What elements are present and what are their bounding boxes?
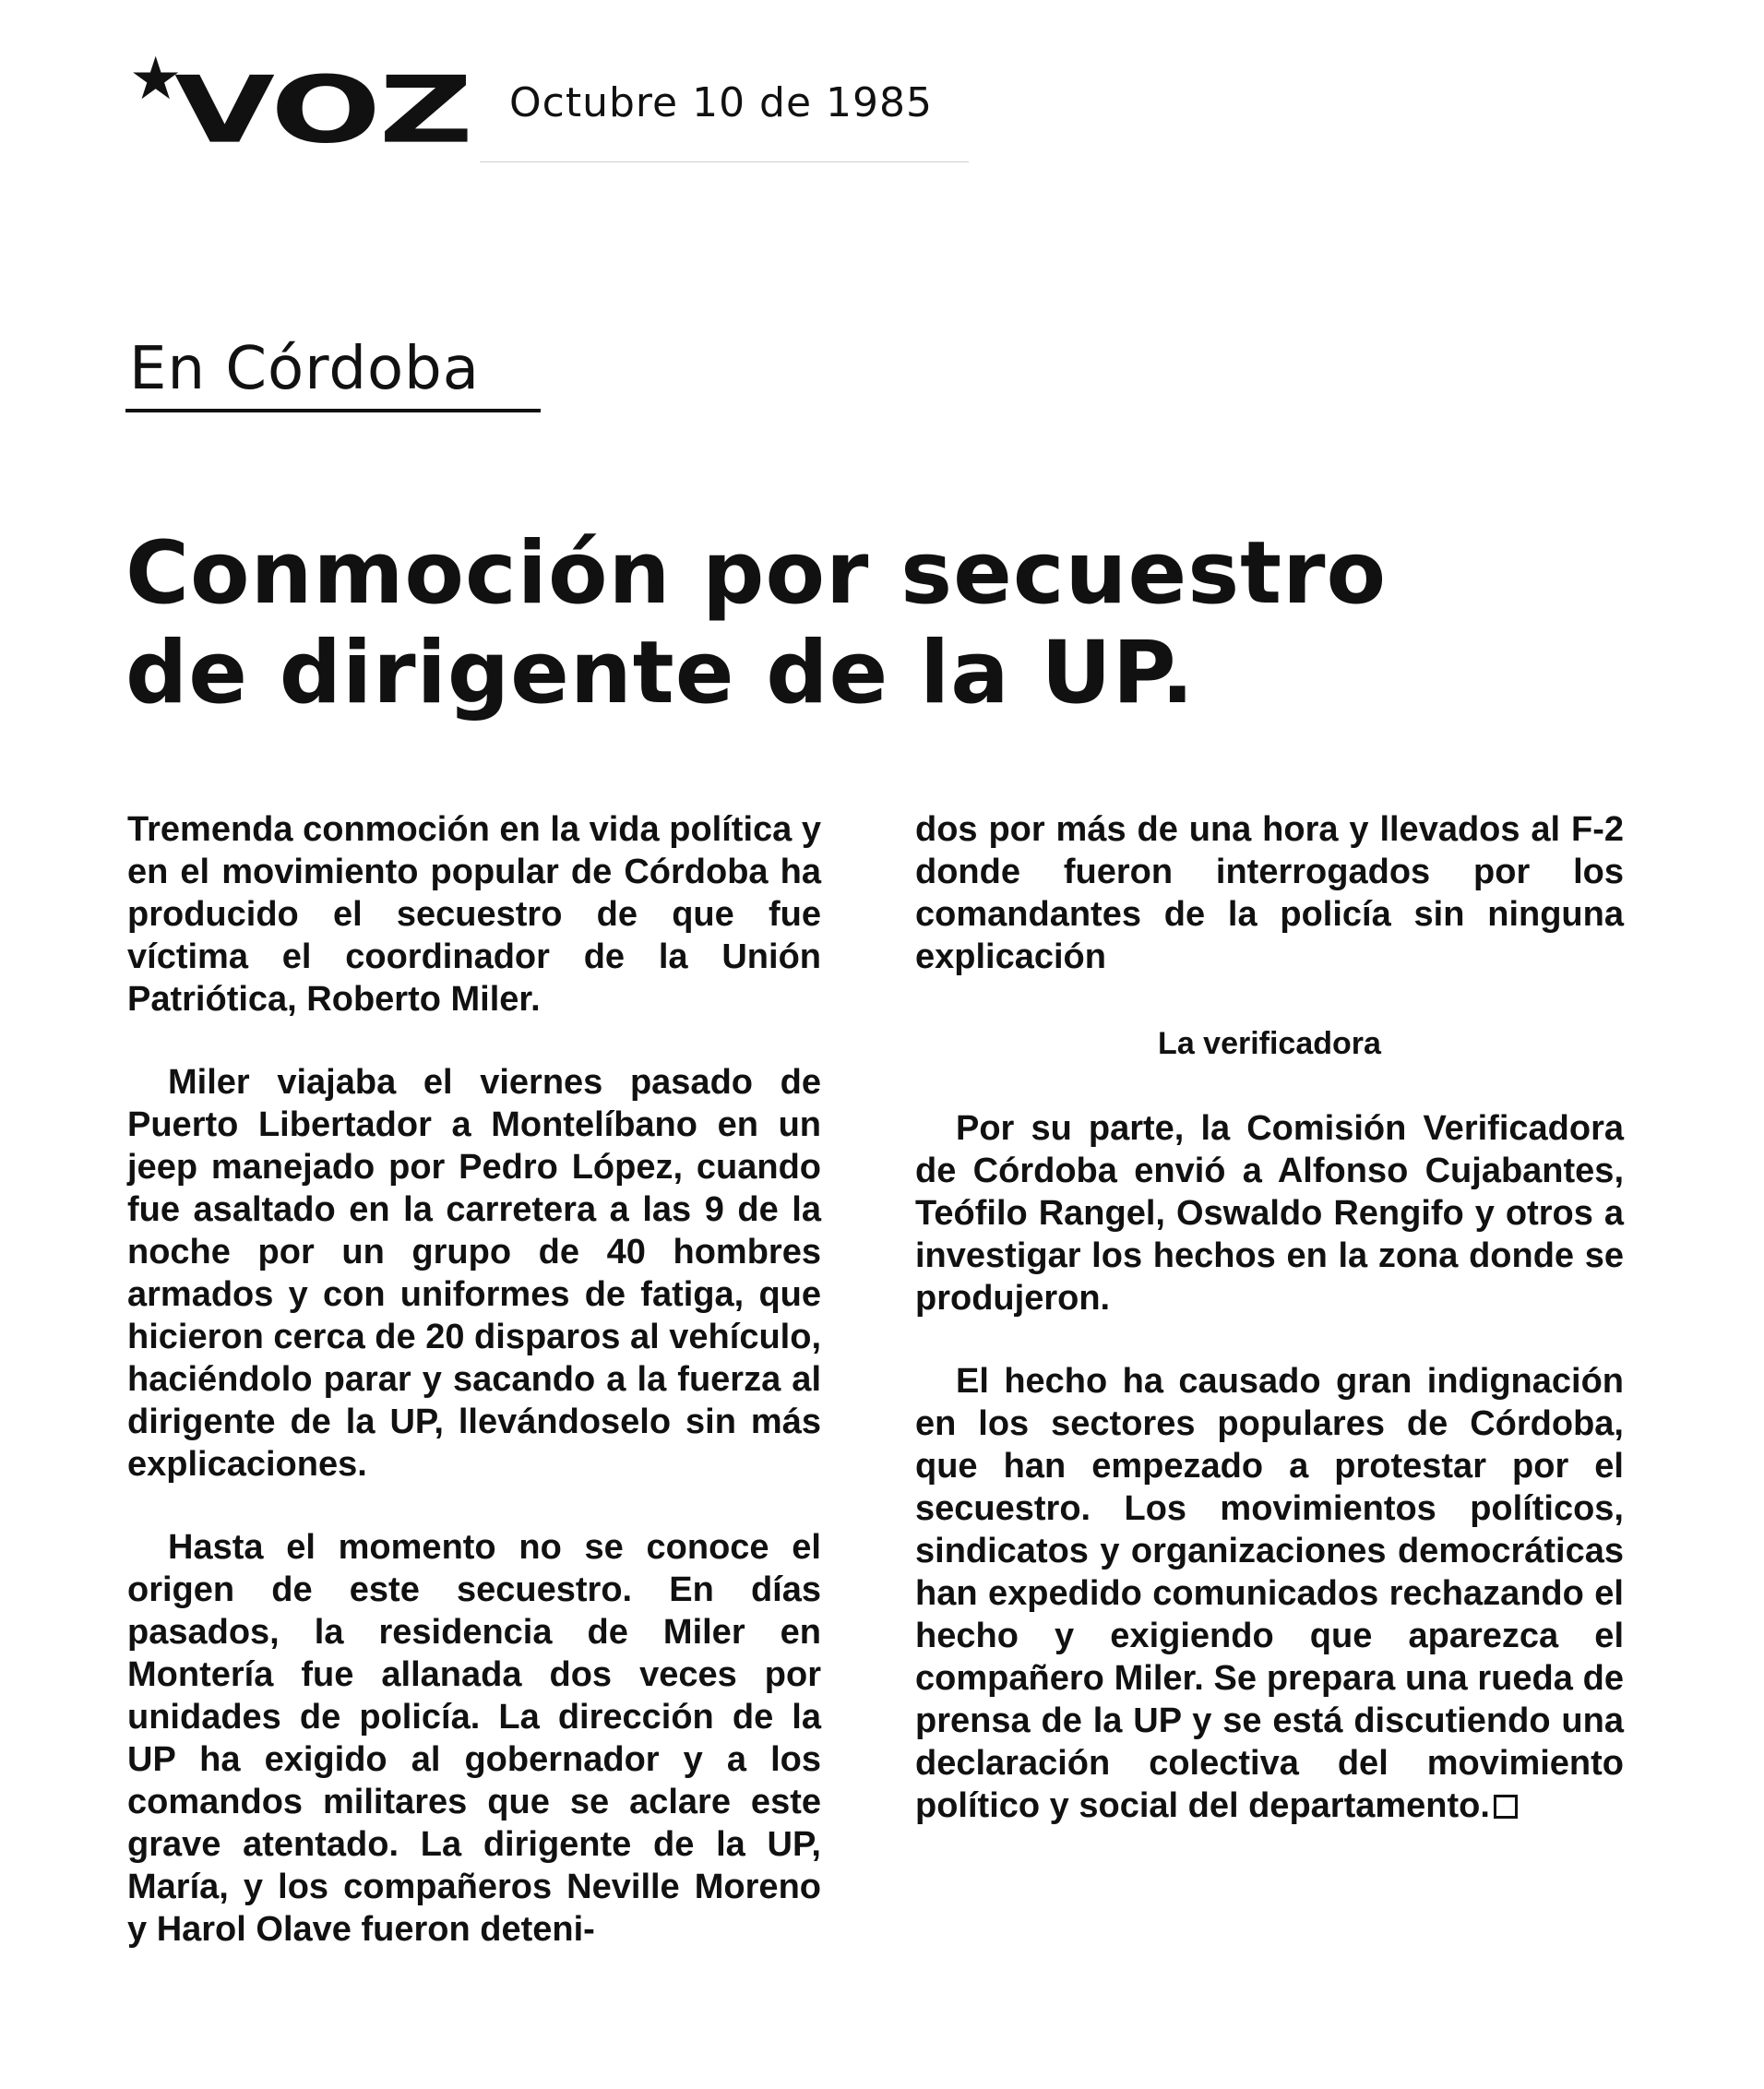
article-paragraph-last xyxy=(915,1360,1624,1827)
issue-date: Octubre 10 de 1985 xyxy=(509,79,934,126)
section-label: En Córdoba xyxy=(129,335,480,403)
article-column-left xyxy=(127,808,821,1951)
masthead-divider xyxy=(480,161,969,162)
headline xyxy=(125,524,1509,723)
article-subheading: La verificadora xyxy=(1158,1026,1381,1061)
article-paragraph: dos por más de una hora y llevados al F-2 donde fueron interrogados por los comandantes de la policía sin ninguna explicación xyxy=(915,810,1624,976)
article-column-right xyxy=(915,808,1624,1827)
article-paragraph: Miler viajaba el viernes pasado de Puerto Libertador a Montelíbano en un jeep manejado por Pedro López, cuando fue asaltado en la carretera a las 9 de la noche por un grupo de 40 hombres armados y con uniformes de fatiga, que hicieron cerca de 20 disparos al vehículo, haciéndolo parar y sacando a la fuerza al dirigente de la UP, llevándoselo sin más explicaciones. xyxy=(127,1063,821,1484)
masthead xyxy=(129,45,509,164)
article-paragraph: Por su parte, la Comisión Verificadora de Córdoba envió a Alfonso Cujabantes, Teófilo Rangel, Oswaldo Rengifo y otros a investigar los hechos en la zona donde se produjeron. xyxy=(915,1109,1624,1318)
newspaper-logo: VOZ xyxy=(174,56,472,164)
article-paragraph: Hasta el momento no se conoce el origen de este secuestro. En días pasados, la residencia de Miler en Montería fue allanada dos veces por unidades de policía. La dirección de la UP ha exigido al gobernador y a los comandos militares que se aclare este grave atentado. La dirigente de la UP, María, y los compañeros Neville Moreno y Harol Olave fueron deteni- xyxy=(127,1528,821,1949)
headline-line-1: Conmoción por secuestro xyxy=(125,523,1388,624)
article-paragraph: Tremenda conmoción en la vida política y en el movimiento popular de Córdoba ha producido el secuestro de que fue víctima el coordinador de la Unión Patriótica, Roberto Miler. xyxy=(127,810,821,1019)
end-of-article-icon xyxy=(1494,1795,1518,1819)
article-paragraph-text: El hecho ha causado gran indignación en los sectores populares de Córdoba, que han empezado a protestar por el secuestro. Los movimientos políticos, sindicatos y organizaciones democráticas han expedido comunicados rechazando el hecho y exigiendo que aparezca el compañero Miler. Se prepara una rueda de prensa de la UP y se está discutiendo una declaración colectiva del movimiento político y social del departamento. xyxy=(915,1362,1624,1825)
star-icon: ★ xyxy=(129,45,183,113)
section-underline xyxy=(125,409,541,412)
headline-line-2: de dirigente de la UP. xyxy=(125,623,1196,723)
